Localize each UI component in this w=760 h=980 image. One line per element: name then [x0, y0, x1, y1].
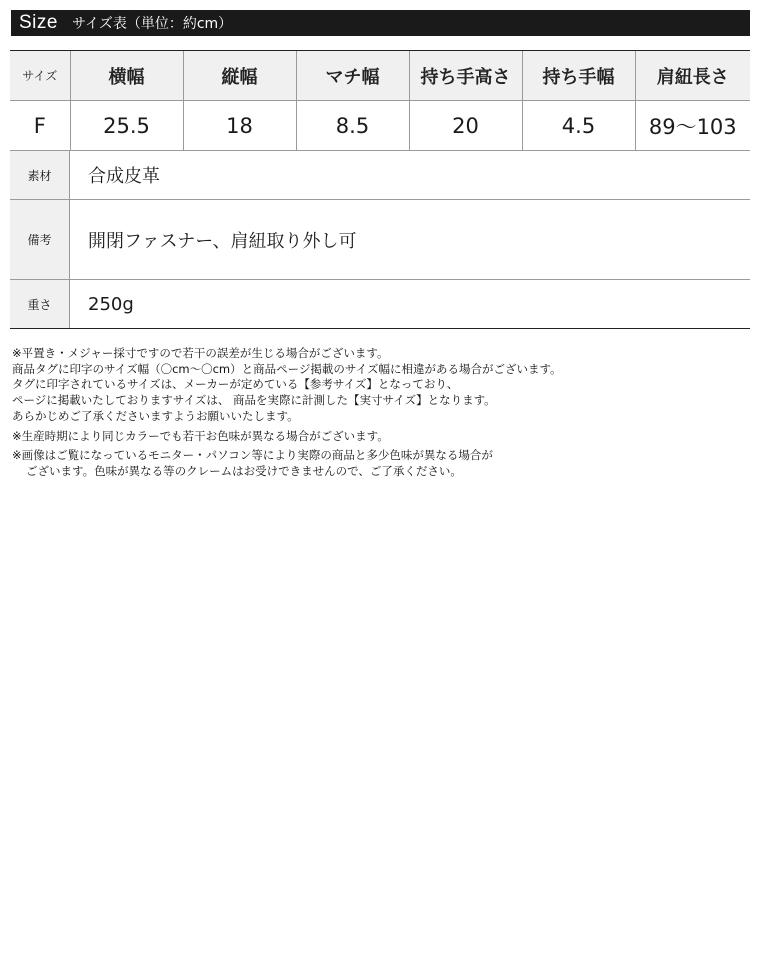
table-row [10, 101, 750, 151]
info-row-weight [10, 280, 750, 329]
table-cell: 4.5 [522, 101, 635, 151]
size-header-bar [11, 10, 750, 36]
table-cell: 20 [409, 101, 522, 151]
table-cell: F [10, 101, 70, 151]
info-value: 開閉ファスナー、肩紐取り外し可 [70, 200, 751, 280]
column-header: マチ幅 [296, 51, 409, 101]
info-value: 合成皮革 [70, 151, 751, 200]
product-info-table [10, 151, 750, 329]
note-line: ※画像はご覧になっているモニター・パソコン等により実際の商品と多少色味が異なる場合が [12, 448, 493, 463]
size-table-header-row [10, 51, 750, 101]
notes-section [12, 346, 752, 480]
table-cell: 25.5 [70, 101, 183, 151]
size-table [10, 51, 750, 151]
table-cell: 18 [183, 101, 296, 151]
info-row-remarks [10, 200, 750, 280]
note-line: ございます。色味が異なる等のクレームはお受けできませんので、ご了承ください。 [26, 463, 462, 478]
info-label: 重さ [10, 280, 70, 329]
note-line: ※生産時期により同じカラーでも若干お色味が異なる場合がございます。 [12, 428, 389, 443]
info-label: 備考 [10, 200, 70, 280]
note-line: あらかじめご了承くださいますようお願いいたします。 [12, 408, 299, 423]
column-header: サイズ [10, 51, 70, 101]
info-value: 250g [70, 280, 751, 329]
column-header: 持ち手幅 [522, 51, 635, 101]
column-header: 持ち手高さ [409, 51, 522, 101]
info-label: 素材 [10, 151, 70, 200]
note-line: ページに掲載いたしておりますサイズは、 商品を実際に計測した【実寸サイズ】となります。 [12, 393, 496, 408]
column-header: 肩紐長さ [635, 51, 750, 101]
size-heading: Size [19, 12, 58, 33]
table-cell: 8.5 [296, 101, 409, 151]
info-row-material [10, 151, 750, 200]
note-line: タグに印字されているサイズは、メーカーが定めている【参考サイズ】となっており、 [12, 377, 459, 392]
column-header: 横幅 [70, 51, 183, 101]
note-line: 商品タグに印字のサイズ幅（〇cm〜〇cm）と商品ページ掲載のサイズ幅に相違がある場合がございます。 [12, 361, 562, 376]
size-table-subtitle: サイズ表（単位：約cm） [71, 16, 233, 32]
table-cell: 89〜103 [635, 101, 750, 151]
column-header: 縦幅 [183, 51, 296, 101]
note-line: ※平置き・メジャー採寸ですので若干の誤差が生じる場合がございます。 [12, 346, 389, 360]
